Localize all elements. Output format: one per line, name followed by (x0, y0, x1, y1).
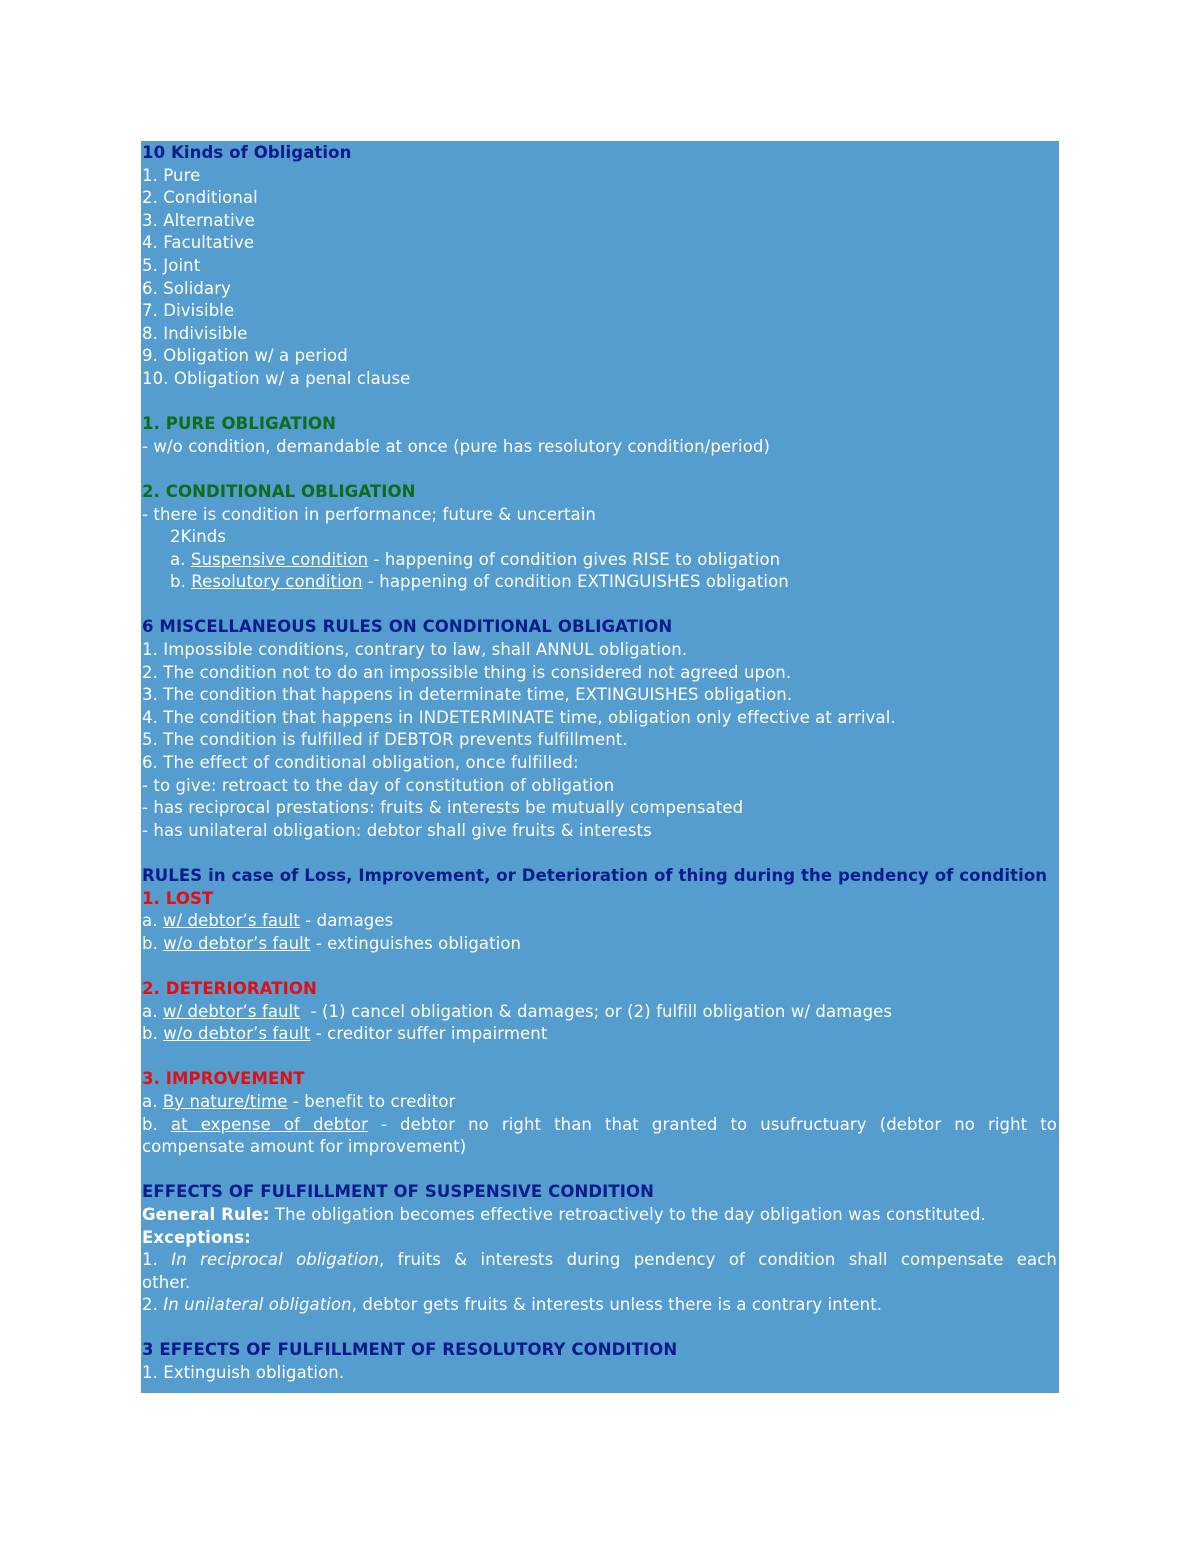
kinds-title: 10 Kinds of Obligation (142, 143, 352, 162)
spacer (142, 1159, 1057, 1182)
document-panel (141, 141, 1059, 1393)
misc-title: 6 MISCELLANEOUS RULES ON CONDITIONAL OBLIGATION (142, 617, 673, 637)
conditional-title: 2. CONDITIONAL OBLIGATION (142, 481, 416, 501)
general-rule (142, 1204, 1057, 1227)
list-item: - has reciprocal prestations: fruits & interests be mutually compensated (142, 798, 744, 818)
item-prefix: b. (170, 572, 192, 592)
lost-title: 1. LOST (142, 888, 214, 908)
item-prefix: a. (170, 549, 191, 569)
item-text: - benefit to creditor (287, 1091, 456, 1111)
item-prefix: b. (142, 1114, 171, 1134)
list-item: 3. Alternative (142, 210, 255, 230)
rules-title: RULES in case of Loss, Improvement, or Deterioration of thing during the pendency of condition (142, 866, 1048, 885)
term-without-fault: w/o debtor’s fault (163, 1024, 311, 1044)
item-text: - creditor suffer impairment (310, 1024, 548, 1044)
term-resolutory: Resolutory condition (191, 572, 363, 592)
term-unilateral: In unilateral obligation (163, 1295, 352, 1315)
item-text: , fruits & interests during pendency of condition shall compensate each (379, 1250, 1057, 1270)
list-item: 4. Facultative (142, 233, 255, 253)
item-prefix: a. (142, 1001, 163, 1021)
item-text: , debtor gets fruits & interests unless there is a contrary intent. (351, 1295, 883, 1315)
deterioration-a (142, 1001, 1057, 1024)
item-text: - extinguishes obligation (310, 933, 522, 953)
list-item: 6. Solidary (142, 278, 231, 298)
item-text: - happening of condition gives RISE to obligation (368, 549, 781, 569)
improvement-b (142, 1114, 1057, 1137)
list-item: 1. Impossible conditions, contrary to law, shall ANNUL obligation. (142, 640, 688, 660)
exception-1 (142, 1249, 1057, 1272)
list-item: 10. Obligation w/ a penal clause (142, 368, 411, 388)
item-prefix: 1. (142, 1250, 172, 1270)
deterioration-b (142, 1023, 1057, 1046)
list-item: 3. The condition that happens in determinate time, EXTINGUISHES obligation. (142, 685, 793, 705)
item-text: - debtor no right than that granted to usufructuary (debtor no right to (368, 1114, 1058, 1134)
exceptions-label: Exceptions: (142, 1227, 251, 1247)
term-suspensive: Suspensive condition (190, 549, 369, 569)
general-rule-label: General Rule: (142, 1204, 270, 1224)
lost-a (142, 910, 1057, 933)
resolutory-title: 3 EFFECTS OF FULFILLMENT OF RESOLUTORY CONDITION (142, 1340, 678, 1360)
list-item: 6. The effect of conditional obligation, once fulfilled: (142, 753, 579, 773)
item-prefix: 2. (142, 1295, 164, 1315)
list-item: 2. Conditional (142, 188, 258, 208)
term-reciprocal: In reciprocal obligation (171, 1250, 380, 1270)
suspensive-title: EFFECTS OF FULFILLMENT OF SUSPENSIVE CONDITION (142, 1182, 655, 1202)
list-item: 5. The condition is fulfilled if DEBTOR prevents fulfillment. (142, 730, 628, 750)
list-item: 4. The condition that happens in INDETERMINATE time, obligation only effective at arrival. (142, 707, 896, 727)
list-item: 8. Indivisible (142, 323, 248, 343)
improvement-a (142, 1091, 1057, 1114)
item-text: - damages (299, 911, 394, 931)
improvement-title: 3. IMPROVEMENT (142, 1069, 305, 1089)
list-item: - has unilateral obligation: debtor shall give fruits & interests (142, 820, 652, 840)
spacer (142, 1317, 1057, 1340)
list-item: 2. The condition not to do an impossible thing is considered not agreed upon. (142, 662, 792, 682)
list-item: 9. Obligation w/ a period (142, 346, 348, 366)
pure-title: 1. PURE OBLIGATION (142, 414, 337, 434)
spacer (142, 458, 1057, 481)
item-prefix: b. (142, 1024, 164, 1044)
term-without-fault: w/o debtor’s fault (163, 933, 311, 953)
item-text: - (1) cancel obligation & damages; or (2) fulfill obligation w/ damages (299, 1001, 893, 1021)
list-item: 7. Divisible (142, 301, 235, 321)
spacer (142, 594, 1057, 617)
item-prefix: a. (142, 911, 163, 931)
list-item: 5. Joint (142, 255, 201, 275)
spacer (142, 1046, 1057, 1069)
conditional-kind-b (142, 571, 1057, 594)
list-item: 1. Extinguish obligation. (142, 1363, 345, 1383)
spacer (142, 391, 1057, 414)
spacer (142, 955, 1057, 978)
term-with-fault: w/ debtor’s fault (162, 911, 300, 931)
conditional-desc: - there is condition in performance; future & uncertain (142, 504, 596, 524)
exception-2 (142, 1294, 1057, 1317)
list-item: 1. Pure (142, 165, 201, 185)
improvement-b-cont: compensate amount for improvement) (142, 1137, 467, 1157)
item-prefix: b. (142, 933, 164, 953)
conditional-kinds-label: 2Kinds (170, 527, 227, 547)
term-with-fault: w/ debtor’s fault (162, 1001, 300, 1021)
list-item: - to give: retroact to the day of constitution of obligation (142, 775, 615, 795)
spacer (142, 842, 1057, 865)
term-at-expense: at expense of debtor (170, 1114, 368, 1134)
deterioration-title: 2. DETERIORATION (142, 978, 317, 998)
item-prefix: a. (142, 1091, 163, 1111)
general-rule-text: The obligation becomes effective retroactively to the day obligation was constituted. (269, 1204, 986, 1224)
item-text: - happening of condition EXTINGUISHES obligation (362, 572, 789, 592)
pure-desc: - w/o condition, demandable at once (pure has resolutory condition/period) (142, 436, 771, 456)
exception-1-cont: other. (142, 1272, 191, 1292)
conditional-kind-a (142, 549, 1057, 572)
term-by-nature: By nature/time (162, 1091, 288, 1111)
lost-b (142, 933, 1057, 956)
